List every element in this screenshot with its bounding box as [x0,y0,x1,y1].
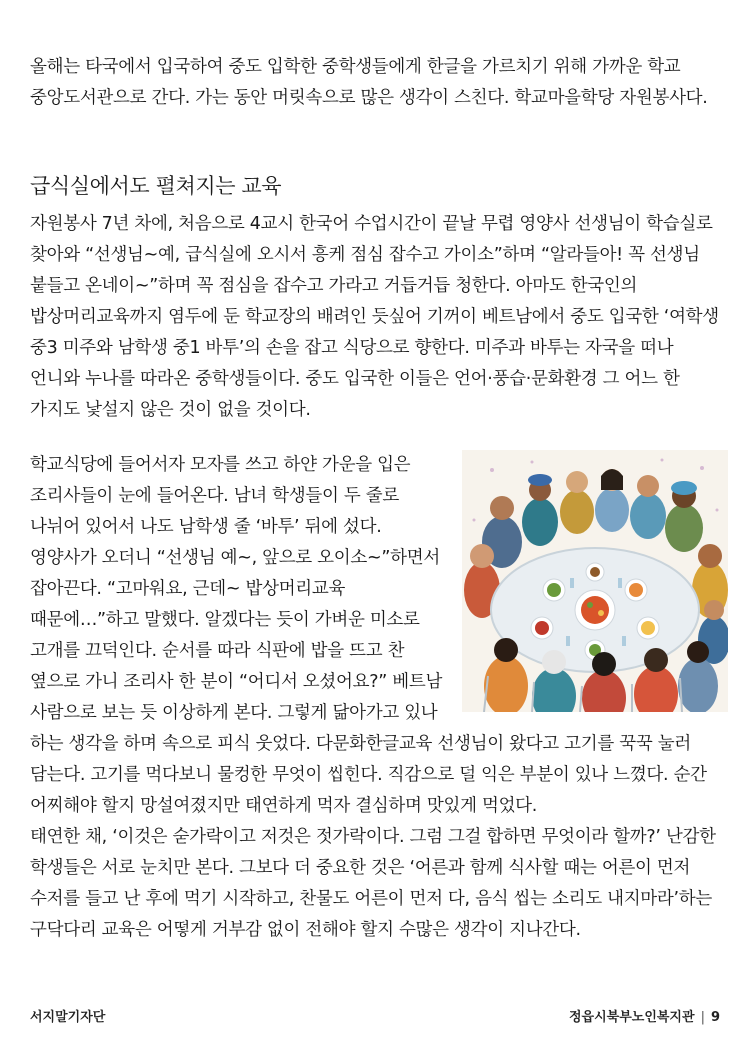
dining-illustration-svg [462,450,728,712]
paragraph-1-text: 자원봉사 7년 차에, 처음으로 4교시 한국어 수업시간이 끝날 무렵 영양사 선생님이 학습실로 찾아와 “선생님~예, 급식실에 오시서 흥케 점심 잡수고 가이소”하며 “알라들아! 꼭 선생님 붙들고 온네이~”하며 꼭 점심을 잡수고 가라고 거듭거듭 청한다. 아마도 한국인의 밥상머리교육까지 염두에 둔 학교장의 배려인 듯싶어 기꺼이 베트남에서 중도 입국한 ‘여학생 중3 미주와 남학생 중1 바투’의 손을 잡고 식당으로 향한다. 미주과 바투는 자국을 떠나 언니와 누나를 따라온 중학생들이다. 중도 입국한 이들은 언어·풍습·문화환경 그 어느 한 가지도 낯설지 않은 것이 없을 것이다. [30,214,719,420]
footer-publisher: 서지말기자단 [30,1010,106,1025]
paragraph-2-text: 학교식당에 들어서자 모자를 쓰고 하얀 가운을 입은 조리사들이 눈에 들어온다. 남녀 학생들이 두 줄로 나뉘어 있어서 나도 남학생 줄 ‘바투’ 뒤에 섰다. 영양사가 오더니 “선생님 예~, 앞으로 오이소~”하면서 잡아끈다. “고마워요, 근데~ 밥상머리교육 때문에…”하고 말했다. 알겠다는 듯이 가벼운 미소로 고개를 끄덕인다. 순서를 따라 식판에 밥을 뜨고 찬 옆으로 가니 조리사 한 분이 “어디서 오셨어요?” 베트남 사람으로 보는 듯 이상하게 본다. 그렇게 닮아가고 있나 하는 생각을 하며 속으로 피식 웃었다. 다문화한글교육 선생님이 왔다고 고기를 꾹꾹 눌러 담는다. 고기를 먹다보니 물컹한 무엇이 씹힌다. 직감으로 덜 익은 부분이 있나 느꼈다. 순간 어찌해야 할지 망설여졌지만 태연하게 먹자 결심하며 맛있게 먹었다. [30,455,707,816]
footer-org: 정읍시북부노인복지관 [568,1010,695,1025]
intro-paragraph [30,52,718,114]
paragraph-3-text: 태연한 채, ‘이것은 숟가락이고 저것은 젓가락이다. 그럼 그걸 합하면 무엇이라 할까?’ 난감한 학생들은 서로 눈치만 본다. 그보다 더 중요한 것은 ‘어른과 함께 식사할 때는 어른이 먼저 수저를 들고 난 후에 먹기 시작하고, 찬물도 어른이 먼저 다, 음식 씹는 소리도 내지마라’하는 구닥다리 교육은 어떻게 거부감 없이 전해야 할지 수많은 생각이 지나간다. [30,827,716,940]
section-paragraph-1 [30,209,720,426]
footer-org-page [569,1006,720,1025]
page-number: 9 [710,1010,720,1025]
intro-text: 올해는 타국에서 입국하여 중도 입학한 중학생들에게 한글을 가르치기 위해 가까운 학교 중앙도서관으로 간다. 가는 동안 머릿속으로 많은 생각이 스친다. 학교마을학당 자원봉사다. [30,57,708,108]
dining-illustration [462,450,728,712]
section-heading: 급식실에서도 펼쳐지는 교육 [30,174,282,198]
section-body-with-image [30,450,720,946]
footer-separator: | [700,1010,705,1025]
